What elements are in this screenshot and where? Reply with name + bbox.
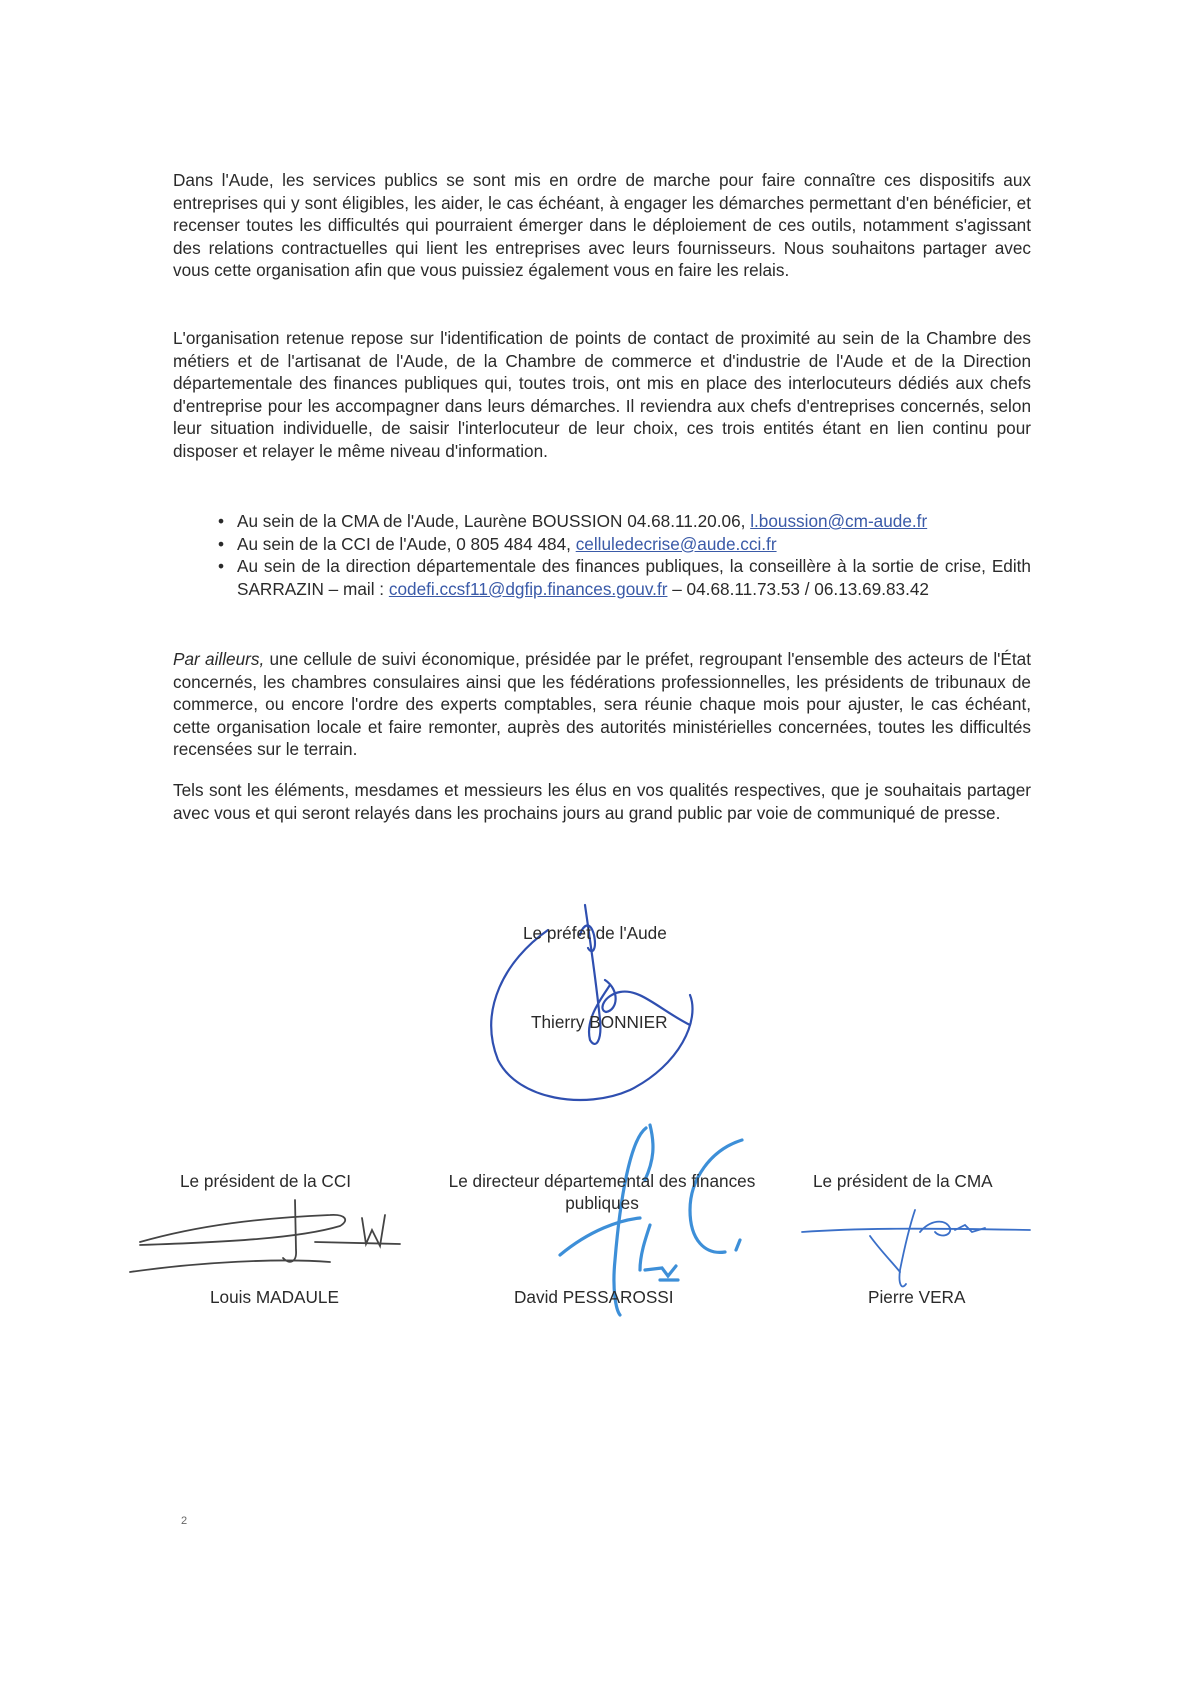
dgfip-title-line2: publiques (565, 1193, 639, 1213)
cma-name: Pierre VERA (868, 1287, 966, 1307)
paragraph-rest: une cellule de suivi économique, présidée par le préfet, regroupant l'ensemble des acteurs de l'État concernés, les chambres consulaires ainsi que les fédérations professionnelles, les présidents de tribunaux de commerce, ou encore l'ordre des experts comptables, sera réunie chaque mois pour ajuster, le cas échéant, cette organisation locale et faire remonter, auprès des autorités ministérielles concernées, toutes les difficultés recensées sur le terrain. (173, 649, 1031, 760)
contact-list (173, 510, 1031, 600)
contact-item-dgfip (173, 555, 1031, 600)
contact-item-cci (173, 533, 1031, 556)
bullet-marker: • (218, 511, 225, 531)
cci-title: Le président de la CCI (180, 1171, 352, 1191)
email-link-dgfip[interactable]: codefi.ccsf11@dgfip.finances.gouv.fr (388, 578, 668, 599)
cma-title: Le président de la CMA (813, 1171, 993, 1191)
bullet-marker: • (218, 533, 225, 554)
contact-text: Au sein de la CMA de l'Aude, Laurène BOUSSION 04.68.11.20.06, (237, 511, 751, 531)
contact-text: Au sein de la CCI de l'Aude, 0 805 484 484, (237, 533, 576, 554)
cma-signature (802, 1210, 1030, 1286)
bullet-marker: • (218, 556, 225, 577)
email-link-cci[interactable]: celluledecrise@aude.cci.fr (575, 533, 777, 554)
dgfip-name: David PESSAROSSI (514, 1287, 674, 1307)
dgfip-title-line1: Le directeur départemental des finances (448, 1171, 756, 1191)
paragraph-organisation-intro: Dans l'Aude, les services publics se sont mis en ordre de marche pour faire connaître ces dispositifs aux entreprises qui y sont éligibles, les aider, le cas échéant, à engager les démarches permettant d'en bénéficier, et recenser toutes les difficultés qui pourraient émerger dans le déploiement de ces outils, notamment s'agissant des relations contractuelles qui lient les entreprises avec leurs fournisseurs. Nous souhaitons partager avec vous cette organisation afin que vous puissiez également vous en faire les relais. (173, 170, 1031, 281)
paragraph-points-de-contact: L'organisation retenue repose sur l'identification de points de contact de proximité au sein de la Chambre des métiers et de l'artisanat de l'Aude, de la Chambre de commerce et d'industrie de l'Aude et de la Direction départementale des finances publiques qui, toutes trois, ont mis en place des interlocuteurs dédiés aux chefs d'entreprise pour les accompagner dans leurs démarches. Il reviendra aux chefs d'entreprises concernés, selon leur situation individuelle, de saisir l'interlocuteur de leur choix, ces trois entités étant en lien continu pour disposer et relayer le même niveau d'information. (173, 328, 1031, 461)
page-number: 2 (181, 1515, 188, 1527)
contact-item-cma (173, 510, 1031, 533)
cci-signature (130, 1200, 400, 1272)
cci-name: Louis MADAULE (210, 1287, 339, 1307)
prefet-title: Le préfet de l'Aude (523, 923, 667, 943)
paragraph-cellule-suivi (173, 648, 1031, 761)
contact-text: Au sein de la direction départementale des finances publiques, la conseillère à la sortie de crise, Edith SARRAZIN – mail : (237, 556, 1031, 599)
paragraph-conclusion: Tels sont les éléments, mesdames et messieurs les élus en vos qualités respectives, que je souhaitais partager avec vous et qui seront relayés dans les prochains jours au grand public par voie de communiqué de presse. (173, 780, 1031, 823)
paragraph-lead: Par ailleurs, (173, 649, 265, 669)
email-link-cma[interactable]: l.boussion@cm-aude.fr (750, 511, 928, 531)
contact-after: – 04.68.11.73.53 / 06.13.69.83.42 (667, 578, 929, 599)
dgfip-title (423, 1170, 781, 1214)
prefet-name: Thierry BONNIER (531, 1012, 668, 1032)
